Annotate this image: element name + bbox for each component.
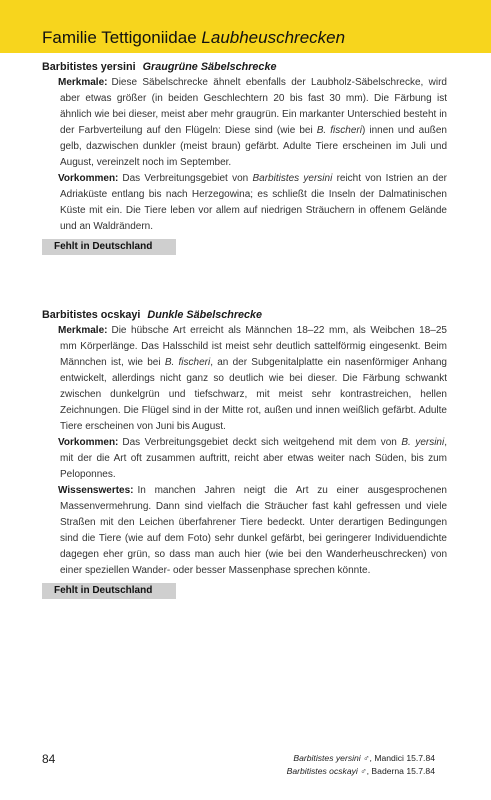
- vorkommen-italic: Barbitistes yersini: [252, 173, 333, 184]
- vorkommen-text: Das Verbreitungsgebiet deckt sich weitgehend mit dem von: [122, 437, 402, 448]
- species-heading: [42, 307, 447, 323]
- caption-species: Barbitistes ocskayi: [286, 766, 358, 776]
- merkmale-text-end: , an der Subgenitalplatte ein nasenförmiger Anhang entwickelt, allerdings nicht ganz so deutlich wie bei dieser. Die Färbung schwankt zwischen dunkelgrün und tiefschwarz, mit meist sehr kontrastreichen, hellen Zeichnungen. Die Flügel sind in der Mitte rot, außen und innen weißlich gefärbt. Adulte Tiere erscheinen von Juni bis August.: [60, 357, 447, 432]
- caption-detail: ♂, Mandici 15.7.84: [360, 753, 435, 763]
- status-badge: Fehlt in Deutschland: [42, 583, 176, 599]
- family-name: Familie Tettigoniidae: [42, 28, 197, 47]
- vorkommen-italic: B. yersini: [401, 437, 445, 448]
- wissenswertes-paragraph: [42, 483, 447, 579]
- merkmale-label: Merkmale:: [58, 325, 108, 336]
- status-badge: Fehlt in Deutschland: [42, 239, 176, 255]
- vorkommen-text-end: reicht von Istrien an der Adriaküste entlang bis nach Herzegowina; es schließt die Inseln der Dalmatinischen Küste mit ein. Die Tiere leben vor allem auf niedrigen Sträuchern in offenem Gelände und an Waldrändern.: [60, 173, 447, 232]
- wissenswertes-label: Wissenswertes:: [58, 485, 134, 496]
- photo-captions: [287, 752, 435, 778]
- vorkommen-text-end: , mit der die Art oft zusammen auftritt, reicht aber etwas weiter nach Süden, bis zum Peloponnes.: [60, 437, 447, 480]
- caption-line: [287, 752, 435, 765]
- caption-detail: ♂, Baderna 15.7.84: [357, 766, 435, 776]
- species-latin-name: Barbitistes ocskayi: [42, 309, 141, 321]
- caption-species: Barbitistes yersini: [293, 753, 361, 763]
- family-common-name: Laubheuschrecken: [201, 28, 346, 47]
- vorkommen-paragraph: [42, 435, 447, 483]
- page-number: 84: [42, 752, 56, 766]
- header-bar: [0, 0, 491, 53]
- species-latin-name: Barbitistes yersini: [42, 61, 136, 73]
- species-entry-ocskayi: [42, 307, 447, 599]
- wissenswertes-text: In manchen Jahren neigt die Art zu einer ausgesprochenen Massenvermehrung. Dann sind vielfach die Sträucher fast kahl gefressen und viele Straßen mit den Leichen überfahrener Tiere bedeckt. Unter derartigen Bedingungen sind die Tiere (wie auf dem Foto) sehr dunkel gefärbt, bei geringerer Individuendichte dagegen eher grün, so dass man auch hier (wie bei den Wanderheuschrecken) von einer speziellen Wander- oder besser Massenphase sprechen könnte.: [60, 485, 447, 576]
- merkmale-text: Die hübsche Art erreicht als Männchen 18–22 mm, als Weibchen 18–25 mm Körperlänge. Das Halsschild ist meist sehr deutlich sattelförmig eingesenkt. Beim Männchen ist, wie bei: [60, 325, 447, 368]
- vorkommen-label: Vorkommen:: [58, 173, 119, 184]
- vorkommen-label: Vorkommen:: [58, 437, 119, 448]
- vorkommen-paragraph: [42, 171, 447, 235]
- merkmale-paragraph: [42, 323, 447, 435]
- merkmale-text: Diese Säbelschrecke ähnelt ebenfalls der Laubholz-Säbelschrecke, wird aber etwas größer (in beiden Geschlechtern 20 bis fast 30 mm). Die Färbung ist ähnlich wie bei dieser, meist aber mehr graugrün. Ein markanter Unterschied besteht in der Farbverteilung auf den Flügeln: Diese sind (wie bei: [60, 77, 447, 136]
- species-heading: [42, 59, 447, 75]
- species-common-name: Dunkle Säbelschrecke: [147, 309, 263, 321]
- page-title: [42, 28, 345, 48]
- merkmale-text-end: ) innen und außen gelb, dazwischen dunkler (meist braun) gefärbt. Adulte Tiere erscheinen im Juli und August, vereinzelt noch im September.: [60, 125, 447, 168]
- merkmale-label: Merkmale:: [58, 77, 108, 88]
- vorkommen-text: Das Verbreitungsgebiet von: [122, 173, 253, 184]
- merkmale-paragraph: [42, 75, 447, 171]
- caption-line: [287, 765, 435, 778]
- merkmale-italic: B. fischeri: [164, 357, 211, 368]
- species-entry-yersini: [42, 59, 447, 255]
- merkmale-italic: B. fischeri: [316, 125, 362, 136]
- species-common-name: Graugrüne Säbelschrecke: [142, 61, 277, 73]
